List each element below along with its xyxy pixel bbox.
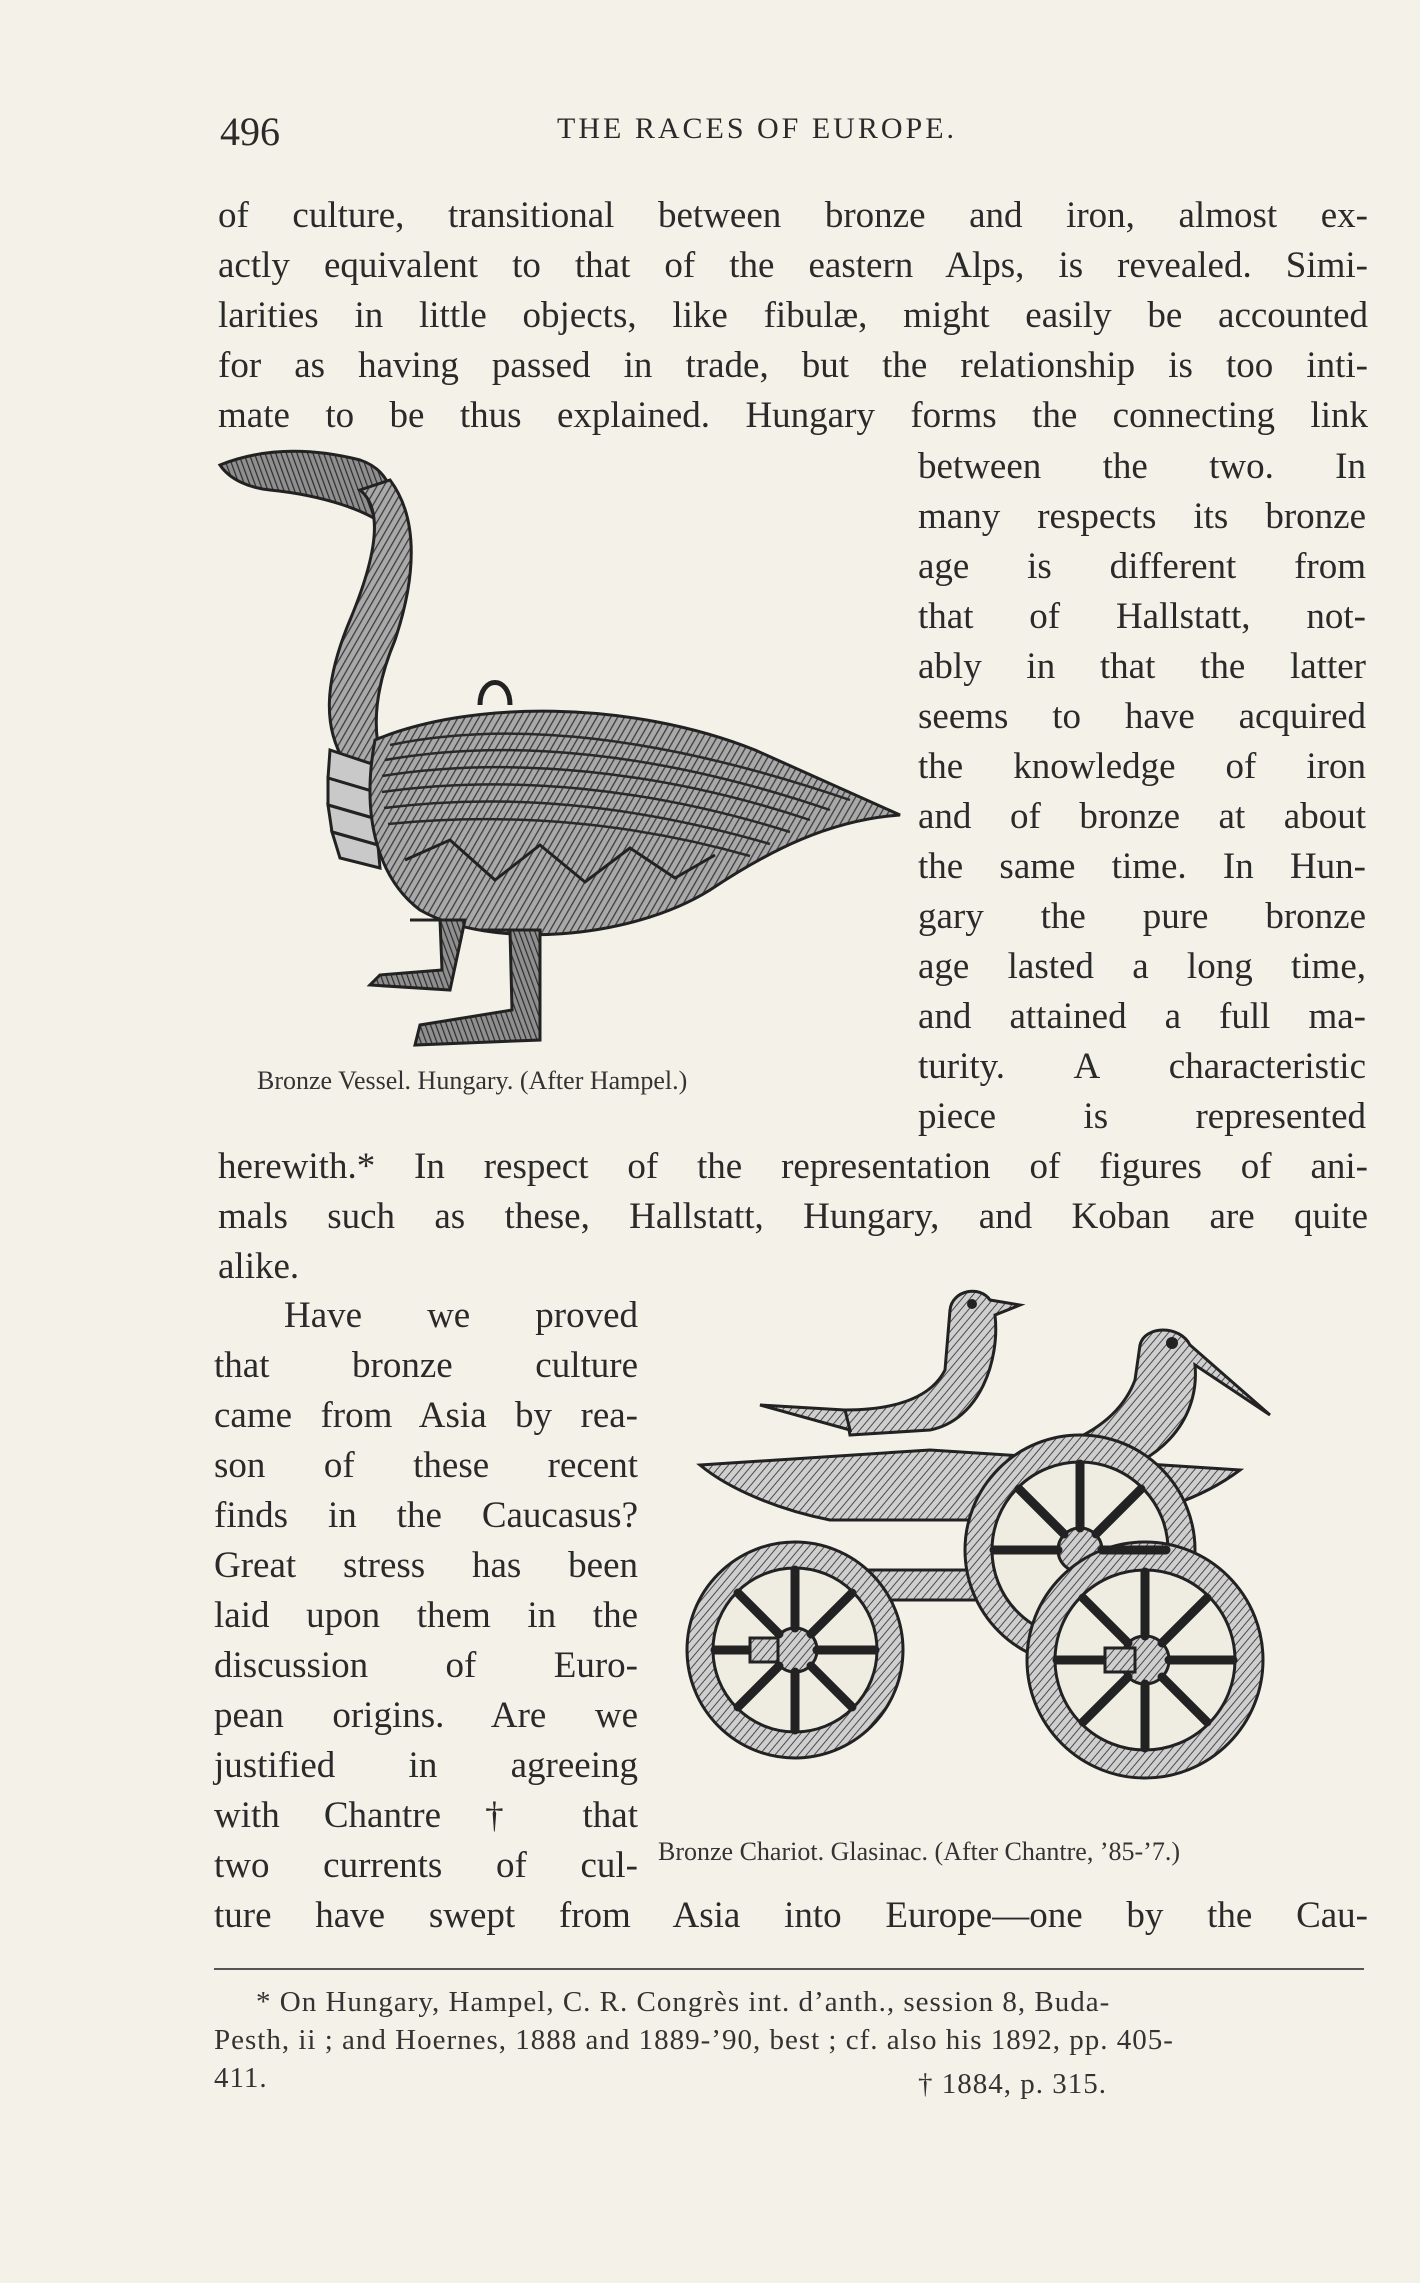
footnote: 411. [214, 2062, 268, 2094]
body-line: that bronze culture [214, 1345, 638, 1386]
body-line: of culture, transitional between bronze and iron, almost ex- [218, 195, 1368, 236]
body-line: turity. A characteristic [918, 1046, 1366, 1087]
footnote: * On Hungary, Hampel, C. R. Congrès int. d’anth., session 8, Buda- [256, 1986, 1111, 2018]
body-line: many respects its bronze [918, 496, 1366, 537]
body-line: pean origins. Are we [214, 1695, 638, 1736]
footnote: Pesth, ii ; and Hoernes, 1888 and 1889-’90, best ; cf. also his 1892, pp. 405- [214, 2024, 1174, 2056]
body-line: that of Hallstatt, not- [918, 596, 1366, 637]
body-line: and of bronze at about [918, 796, 1366, 837]
body-line: finds in the Caucasus? [214, 1495, 638, 1536]
body-line: actly equivalent to that of the eastern Alps, is revealed. Simi- [218, 245, 1368, 286]
body-line: came from Asia by rea- [214, 1395, 638, 1436]
body-line: the knowledge of iron [918, 746, 1366, 787]
body-line: larities in little objects, like fibulæ, might easily be accounted [218, 295, 1368, 336]
body-line: herewith.* In respect of the representation of figures of ani- [218, 1146, 1368, 1187]
body-line: justified in agreeing [214, 1745, 638, 1786]
chariot-caption: Bronze Chariot. Glasinac. (After Chantre, ’85-’7.) [658, 1837, 1180, 1866]
body-line: with Chantre † that [214, 1795, 638, 1836]
body-line: two currents of cul- [214, 1845, 638, 1886]
body-line: the same time. In Hun- [918, 846, 1366, 887]
body-line: age lasted a long time, [918, 946, 1366, 987]
body-line: mals such as these, Hallstatt, Hungary, and Koban are quite [218, 1196, 1368, 1237]
body-line: Have we proved [284, 1295, 638, 1336]
bronze-chariot-illustration [680, 1270, 1370, 1830]
body-line: between the two. In [918, 446, 1366, 487]
body-line: laid upon them in the [214, 1595, 638, 1636]
body-line: son of these recent [214, 1445, 638, 1486]
page-number: 496 [220, 109, 280, 154]
body-line: and attained a full ma- [918, 996, 1366, 1037]
vessel-caption: Bronze Vessel. Hungary. (After Hampel.) [257, 1066, 688, 1095]
body-line: Great stress has been [214, 1545, 638, 1586]
body-line: gary the pure bronze [918, 896, 1366, 937]
body-line: discussion of Euro- [214, 1645, 638, 1686]
body-line: piece is represented [918, 1096, 1366, 1137]
footnote: † 1884, p. 315. [918, 2068, 1107, 2100]
footnote-divider [214, 1968, 1364, 1970]
bronze-vessel-illustration [210, 450, 910, 1060]
body-line: ably in that the latter [918, 646, 1366, 687]
body-line: for as having passed in trade, but the relationship is too inti- [218, 345, 1368, 386]
body-line: mate to be thus explained. Hungary forms the connecting link [218, 395, 1368, 436]
body-line: age is different from [918, 546, 1366, 587]
running-title: THE RACES OF EUROPE. [557, 112, 958, 145]
body-line: ture have swept from Asia into Europe—one by the Cau- [214, 1895, 1368, 1936]
body-line: seems to have acquired [918, 696, 1366, 737]
body-line: alike. [218, 1246, 300, 1287]
